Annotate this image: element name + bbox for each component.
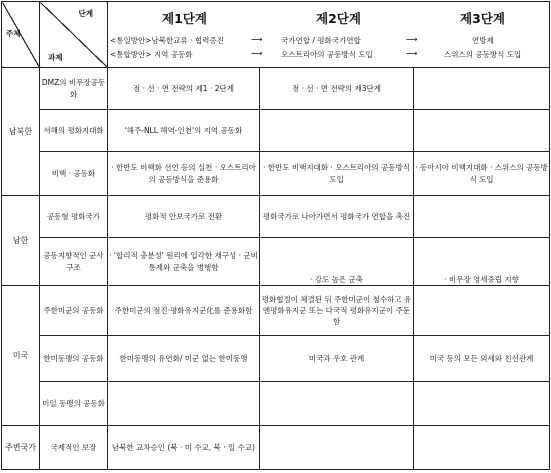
arrow-2-icon: ⟶ [406,35,418,44]
cell-intl-stage1: 남북한 교차승인 (북 · 미 수교, 북 · 일 수교) [108,426,260,470]
stage-3-integration: 스위스의 공동방식 도입 [444,50,522,59]
stage-2-integration: 오스트리아의 공동방식 도입 [281,50,373,59]
subject-south: 남한 [2,196,40,286]
subject-us: 미국 [2,286,40,426]
task-military: 공동지향적인 군사구조 [40,238,108,286]
cell-japan-stage1 [108,382,260,426]
cell-mil-stage1: · '합리적 충분성' 원리에 입각한 재구성 · 군비통제와 군축을 병행함 [108,238,260,286]
corner-task-label: 과제 [48,52,63,62]
cell-peace-stage3 [414,196,550,238]
task-intl: 국제적인 보장 [40,426,108,470]
stage-3-unification: 연방제 [472,36,494,45]
cell-mil-stage2: · 강도 높은 군축 [260,238,414,286]
task-usfk: 주한미군의 공동화 [40,286,108,336]
cell-peace-stage2: 평화국가로 나아가면서 평화국가 연합을 촉진 [260,196,414,238]
cell-dmz-stage1: 점 · 선 · 면 전략의 제1 · 2단계 [108,68,260,110]
corner-subject-label: 주체 [6,29,21,38]
task-dmz: DMZ의 비무장공동화 [40,68,108,110]
cell-intl-stage2 [260,426,414,470]
cell-west-stage2 [260,110,414,152]
arrow-1-icon: ⟶ [251,35,263,44]
stages-table-frame [1,1,549,471]
task-west-sea: 서해의 평화지대화 [40,110,108,152]
stage-1-title: 제1단계 [162,11,207,26]
cell-intl-stage3 [414,426,550,470]
cell-dmz-stage3 [414,68,550,110]
cell-japan-stage2 [260,382,414,426]
task-peace-state: 공동형 평화국가 [40,196,108,238]
cell-pen-stage2: · 한반도 비핵지대화 · 오스트리아의 공동방식 도입 [260,152,414,196]
corner-cell-task [40,2,108,68]
cell-alli-stage2: 미국과 우호 관계 [260,336,414,382]
cell-west-stage3 [414,110,550,152]
stage-1-unification: <통일방안>남북한교류 · 협력증진 [110,36,224,45]
cell-pen-stage1: · 한반도 비핵화 선언 등의 실천 · 오스트리아의 공동방식을 준용화 [108,152,260,196]
subject-north-south: 남북한 [2,68,40,196]
cell-west-stage1: '해주-NLL 해역-인천'의 지역 공동화 [108,110,260,152]
stages-table [1,1,550,470]
cell-usfk-stage1: 주한미군의 점진·평화유지군化를 준용화함 [108,286,260,336]
task-japan: 미일 동맹의 공동화 [40,382,108,426]
stages-header [108,2,550,68]
arrow-3-icon: ⟶ [251,49,263,58]
cell-japan-stage3 [414,382,550,426]
cell-usfk-stage3 [414,286,550,336]
arrow-4-icon: ⟶ [406,49,418,58]
cell-pen-stage3: · 동아시아 비핵지대화 · 스위스의 공동방식 도입 [414,152,550,196]
stage-1-integration: <통합방안> 지역 공동화 [110,50,193,59]
stage-2-title: 제2단계 [316,11,361,26]
cell-alli-stage1: 한미동맹의 유연화/ 미군 없는 한미동맹 [108,336,260,382]
task-alliance: 한미동맹의 공동화 [40,336,108,382]
cell-usfk-stage2: 평화협정이 체결된 뒤 주한미군이 철수하고 유엔평화유지군 또는 다국적 평화유지군이 주둔함 [260,286,414,336]
cell-mil-stage3: · 비무장 영세중립 지향 [414,238,550,286]
cell-peace-stage1: 평화적 안보국가로 전환 [108,196,260,238]
task-peninsula: 비핵 · 공동화 [40,152,108,196]
stage-3-title: 제3단계 [460,11,505,26]
stage-2-unification: 국가연합 / 평화국가연합 [281,36,361,45]
subject-neighbors: 주변국가 [2,426,40,470]
corner-stage-label: 단계 [78,9,93,18]
cell-alli-stage3: 미국 등의 모든 외세와 친선관계 [414,336,550,382]
cell-dmz-stage2: 점 · 선 · 면 전략의 제3단계 [260,68,414,110]
corner-cell-subject [2,2,40,68]
